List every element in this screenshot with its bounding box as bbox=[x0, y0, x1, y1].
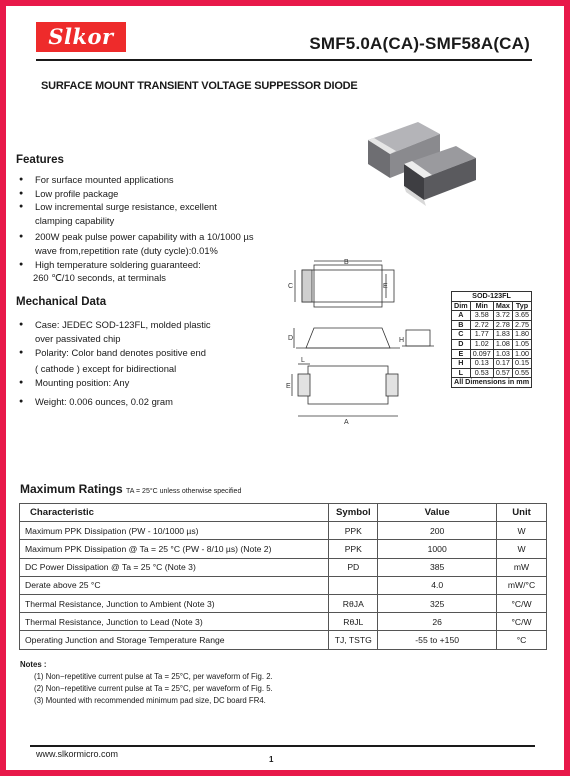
dim-label-d: D bbox=[288, 335, 294, 342]
table-row: Maximum PPK Dissipation @ Ta = 25 °C (PW - 8/10 µs) (Note 2) PPK 1000 W bbox=[20, 540, 547, 558]
mechanical-heading: Mechanical Data bbox=[16, 296, 107, 308]
table-row: Maximum PPK Dissipation (PW - 10/1000 µs) PPK 200 W bbox=[20, 522, 547, 540]
column-header: Min bbox=[470, 301, 493, 311]
dimension-drawing bbox=[286, 256, 452, 426]
dimensions-table bbox=[451, 291, 532, 388]
table-row: A 3.58 3.72 3.65 bbox=[452, 311, 532, 321]
ratings-heading: Maximum Ratings TA = 25°C unless otherwise specified bbox=[20, 482, 242, 496]
list-item: ● Weight: 0.006 ounces, 0.02 gram bbox=[17, 395, 257, 409]
note-item: (3) Mounted with recommended minimum pad size, DC board FR4. bbox=[34, 696, 266, 705]
table-row: Thermal Resistance, Junction to Lead (Note 3) RθJL 26 °C/W bbox=[20, 613, 547, 631]
features-list bbox=[17, 173, 257, 285]
mechanical-list bbox=[17, 318, 257, 409]
list-item: ● High temperature soldering guaranteed: bbox=[17, 258, 257, 272]
table-row: H 0.13 0.17 0.15 bbox=[452, 359, 532, 369]
column-header: Dim bbox=[452, 301, 471, 311]
end-view-body bbox=[406, 330, 430, 346]
list-item-continuation: over passivated chip bbox=[35, 332, 121, 344]
dim-label-b: B bbox=[344, 259, 349, 266]
table-row: L 0.53 0.57 0.55 bbox=[452, 368, 532, 378]
brand-logo: Slkor bbox=[36, 22, 126, 52]
list-item-continuation: ( cathode ) except for bidirectional bbox=[35, 363, 177, 375]
document-title: SMF5.0A(CA)-SMF58A(CA) bbox=[309, 34, 530, 53]
list-item-continuation: wave from,repetition rate (duty cycle):0.01% bbox=[35, 244, 218, 256]
dimensions-table-title: SOD-123FL bbox=[452, 292, 532, 302]
column-header: Characteristic bbox=[20, 504, 329, 522]
table-row: Operating Junction and Storage Temperature Range TJ, TSTG -55 to +150 °C bbox=[20, 631, 547, 649]
list-item: ● Case: JEDEC SOD-123FL, molded plastic bbox=[17, 318, 257, 332]
footer-website: www.slkormicro.com bbox=[36, 749, 119, 759]
bottom-view-body bbox=[308, 366, 388, 404]
header-divider bbox=[36, 59, 532, 61]
list-item: ● Mounting position: Any bbox=[17, 376, 257, 390]
column-header: Typ bbox=[512, 301, 531, 311]
document-subtitle: SURFACE MOUNT TRANSIENT VOLTAGE SUPPESSOR DIODE bbox=[41, 80, 358, 92]
table-row: E 0.097 1.03 1.00 bbox=[452, 349, 532, 359]
ratings-condition: TA = 25°C unless otherwise specified bbox=[126, 488, 242, 495]
column-header: Max bbox=[493, 301, 512, 311]
dim-label-c: C bbox=[288, 283, 294, 290]
top-view-leads bbox=[314, 265, 382, 307]
list-item: ● Low profile package bbox=[17, 187, 257, 201]
column-header: Unit bbox=[497, 504, 547, 522]
list-item: ● Low incremental surge resistance, excellent bbox=[17, 200, 257, 214]
dim-label-a: A bbox=[344, 419, 349, 426]
bottom-view-pad-right bbox=[386, 374, 398, 396]
table-row: Thermal Resistance, Junction to Ambient (Note 3) RθJA 325 °C/W bbox=[20, 594, 547, 612]
package-photo bbox=[360, 120, 480, 210]
table-row: D 1.02 1.08 1.05 bbox=[452, 339, 532, 349]
list-item-continuation: clamping capability bbox=[35, 214, 115, 226]
table-row: Derate above 25 °C 4.0 mW/°C bbox=[20, 576, 547, 594]
notes-title: Notes : bbox=[20, 660, 47, 669]
dim-label-l: L bbox=[301, 357, 305, 364]
list-item: ● For surface mounted applications bbox=[17, 173, 257, 187]
list-item: ● 200W peak pulse power capability with a 10/1000 µs bbox=[17, 230, 257, 244]
dim-label-e-top: E bbox=[383, 283, 388, 290]
side-view-body bbox=[306, 328, 390, 348]
table-row: C 1.77 1.83 1.80 bbox=[452, 330, 532, 340]
note-item: (1) Non−repetitive current pulse at Ta = 25°C, per waveform of Fig. 2. bbox=[34, 672, 273, 681]
list-item-continuation: 260 ℃/10 seconds, at terminals bbox=[33, 272, 166, 284]
ratings-table bbox=[19, 503, 547, 650]
features-heading: Features bbox=[16, 154, 64, 166]
table-row: B 2.72 2.78 2.75 bbox=[452, 320, 532, 330]
column-header: Symbol bbox=[329, 504, 378, 522]
bottom-view-pad-left bbox=[298, 374, 310, 396]
list-item: ● Polarity: Color band denotes positive end bbox=[17, 346, 257, 360]
column-header: Value bbox=[378, 504, 497, 522]
note-item: (2) Non−repetitive current pulse at Ta = 25°C, per waveform of Fig. 5. bbox=[34, 684, 273, 693]
page-number: 1 bbox=[269, 755, 274, 764]
cathode-band bbox=[302, 270, 312, 302]
notes bbox=[20, 659, 273, 707]
dim-label-e-bottom: E bbox=[286, 383, 291, 390]
dimensions-table-footer: All Dimensions in mm bbox=[452, 378, 532, 388]
dim-label-h: H bbox=[399, 337, 405, 344]
table-row: DC Power Dissipation @ Ta = 25 °C (Note 3) PD 385 mW bbox=[20, 558, 547, 576]
top-view-body bbox=[302, 270, 394, 302]
footer-divider bbox=[30, 745, 535, 747]
